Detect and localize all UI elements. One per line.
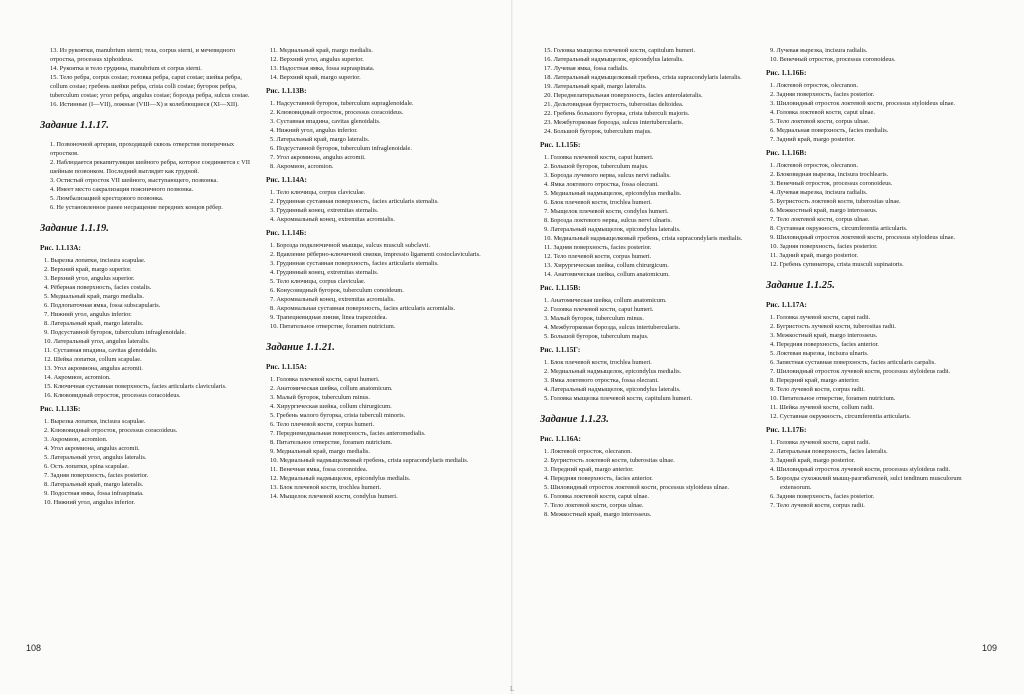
list-item: 5. Медиальный край, margo medialis. [44, 293, 144, 300]
gutter-mark: L [510, 685, 515, 693]
list-item: 14. Мыщелок плечевой кости, condylus humeri. [270, 493, 398, 500]
list-item: 5. Тело локтевой кости, corpus ulnae. [770, 118, 870, 125]
figure-caption: Рис. 1.1.13А: [40, 244, 81, 252]
list-item: 23. Межбугорковая борозда, sulcus intertubercularis. [544, 119, 684, 126]
figure-caption: Рис. 1.1.14Б: [266, 229, 307, 237]
list-item: 4. Нижний угол, angulus inferior. [270, 127, 358, 134]
list-item: 6. Запястная суставная поверхность, facies articularis carpalis. [770, 359, 936, 366]
list-item: 6. Подсуставной бугорок, tuberculum infraglenoidale. [270, 145, 412, 152]
list-item: 3. Задний край, margo posterior. [770, 457, 856, 464]
list-item: 11. Суставная впадина, cavitas glenoidalis. [44, 347, 158, 354]
list-item: 8. Латеральный край, margo lateralis. [44, 320, 144, 327]
paragraph: 1. Позвоночной артерии, проходящей сквозь отверстия поперечных отростков. [50, 141, 235, 157]
list-item: 3. Малый бугорок, tuberculum minus. [270, 394, 370, 401]
list-item: 7. Угол акромиона, angulus acromii. [270, 154, 366, 161]
list-item: 8. Питательное отверстие, foramen nutricium. [270, 439, 393, 446]
figure-caption: Рис. 1.1.15Б: [540, 141, 581, 149]
list-item: 10. Нижний угол, angulus inferior. [44, 499, 135, 506]
list-item: 5. Латеральный угол, angulus lateralis. [44, 454, 147, 461]
list-item: 16. Клювовидный отросток, processus coracoideus. [44, 392, 181, 399]
list-item: 11. Медиальный край, margo medialis. [270, 47, 373, 54]
list-item: 14. Верхний край, margo superior. [270, 74, 361, 81]
list-item: 3. Верхний угол, angulus superior. [44, 275, 135, 282]
list-item: 5. Большой бугорок, tuberculum majus. [544, 333, 649, 340]
list-item: 5. Латеральный край, margo lateralis. [270, 136, 370, 143]
list-item: 10. Венечный отросток, processus coronoideus. [770, 56, 896, 63]
paragraph: 15. Тело ребра, corpus costae; головка ребра, caput costae; шейка ребра, collum costae; гребень шейки ребра, crista colli costae; бугорок ребра, tuberculum costae; угол ребра, angulus costae; борозда ребра, sulcus costae. [50, 74, 250, 99]
right-page-number: 109 [982, 643, 998, 653]
list-item: 3. Акромион, acromion. [44, 436, 108, 443]
list-item: 10. Латеральный угол, angulus lateralis. [44, 338, 150, 345]
list-item: 1. Блок плечевой кости, trochlea humeri. [544, 359, 652, 366]
list-item: 2. Анатомическая шейка, collum anatomicum. [270, 385, 393, 392]
list-item: 4. Передняя поверхность, facies anterior. [544, 475, 653, 482]
list-item: 9. Шиловидный отросток локтевой кости, processus styloideus ulnae. [770, 234, 956, 241]
list-item: 12. Шейка лопатки, collum scapulae. [44, 356, 142, 363]
list-item: 4. Лучевая вырезка, incisura radialis. [770, 189, 868, 196]
list-item: 4. Ямка локтевого отростка, fossa olecrani. [544, 181, 659, 188]
list-item: 4. Грудинный конец, extremitas sternalis. [270, 269, 379, 276]
list-item: 1. Надсуставной бугорок, tuberculum supraglenoidale. [270, 100, 414, 107]
list-item: 7. Шиловидный отросток лучевой кости, processus styloideus radii. [770, 368, 951, 375]
list-item: 12. Верхний угол, angulus superior. [270, 56, 364, 63]
figure-caption: Рис. 1.1.17Б: [766, 426, 807, 434]
list-item: 11. Шейка лучевой кости, collum radii. [770, 404, 875, 411]
list-item: 10. Питательное отверстие, foramen nutricium. [770, 395, 896, 402]
left-page-number: 108 [26, 643, 42, 653]
figure-caption: Рис. 1.1.15Г: [540, 346, 581, 354]
list-item: 3. Венечный отросток, processus coronoideus. [770, 180, 893, 187]
list-item: 7. Тело локтевой кости, corpus ulnae. [544, 502, 644, 509]
list-item: 6. Задняя поверхность, facies posterior. [770, 493, 875, 500]
paragraph: 4. Имеет место сакрализация поясничного позвонка. [50, 186, 194, 193]
list-item: 11. Венечная ямка, fossa coronoidea. [270, 466, 368, 473]
list-item: 4. Межбугорковая борозда, sulcus intertubercularis. [544, 324, 681, 331]
list-item: 1. Вырезка лопатки, incisura scapulae. [44, 418, 146, 425]
list-item: 4. Хирургическая шейка, collum chirurgicum. [270, 403, 392, 410]
list-item: 4. Угол акромиона, angulus acromii. [44, 445, 140, 452]
list-item: 14. Анатомическая шейка, collum anatomicum. [544, 271, 670, 278]
list-item: 7. Тело локтевой кости, corpus ulnae. [770, 216, 870, 223]
list-item: 13. Блок плечевой кости, trochlea humeri. [270, 484, 382, 491]
list-item: 8. Акромиальная суставная поверхность, facies articularis acromialis. [270, 305, 456, 312]
list-item: 1. Головка лучевой кости, caput radii. [770, 314, 871, 321]
list-item: 24. Большой бугорок, tuberculum majus. [544, 128, 652, 135]
list-item: 9. Подсуставной бугорок, tuberculum infraglenoidale. [44, 329, 186, 336]
paragraph: 14. Рукоятка и тело грудины, manubrium et corpus sterni. [50, 65, 202, 72]
list-item: 5. Тело ключицы, corpus claviculae. [270, 278, 366, 285]
list-item: 10. Медиальный надмыщелковый гребень, crista supracondylaris medialis. [544, 235, 743, 242]
list-item: 1. Головка плечевой кости, caput humeri. [544, 154, 654, 161]
paragraph: 13. Из рукоятки, manubrium sterni; тела, corpus sterni, и мечевидного отростка, processus xiphoideus. [50, 47, 236, 63]
list-item: 6. Головка локтевой кости, caput ulnae. [544, 493, 649, 500]
list-item: 10. Медиальный надмыщелковый гребень, crista supracondylaris medialis. [270, 457, 469, 464]
list-item: 12. Медиальный надмыщелок, epicondylus medialis. [270, 475, 411, 482]
list-item: 5. Бугристость локтевой кости, tuberositas ulnae. [770, 198, 901, 205]
list-item: 15. Головка мыщелка плечевой кости, capitulum humeri. [544, 47, 696, 54]
list-item: 9. Трапециевидная линия, linea trapezoidea. [270, 314, 388, 321]
list-item: 2. Латеральная поверхность, facies lateralis. [770, 448, 888, 455]
section-heading: Задание 1.1.23. [540, 414, 609, 425]
section-heading: Задание 1.1.17. [40, 120, 109, 131]
figure-caption: Рис. 1.1.16В: [766, 149, 807, 157]
list-item: 10. Питательное отверстие, foramen nutricium. [270, 323, 396, 330]
list-item: 9. Лучевая вырезка, incisura radialis. [770, 47, 868, 54]
figure-caption: Рис. 1.1.17А: [766, 301, 807, 309]
page-gutter [511, 0, 513, 694]
list-item: 8. Суставная окружность, circumferentia articularis. [770, 225, 908, 232]
list-item: 4. Передняя поверхность, facies anterior. [770, 341, 879, 348]
list-item: 8. Передний край, margo anterior. [770, 377, 860, 384]
list-item: 22. Гребень большого бугорка, crista tuberculi majoris. [544, 110, 690, 117]
list-item: 6. Ость лопатки, spina scapulae. [44, 463, 129, 470]
list-item: 9. Латеральный надмыщелок, epicondylus lateralis. [544, 226, 681, 233]
list-item: 20. Переднелатеральная поверхность, facies anterolateralis. [544, 92, 703, 99]
list-item: 2. Вдавление рёберно-ключичной связки, impressio ligamenti costoclavicularis. [270, 251, 481, 258]
list-item: 5. Медиальный надмыщелок, epicondylus medialis. [544, 190, 682, 197]
list-item: 7. Задний край, margo posterior. [770, 136, 856, 143]
list-item: 7. Задняя поверхность, facies posterior. [44, 472, 149, 479]
list-item: 3. Грудинная суставная поверхность, facies articularis sternalis. [270, 260, 439, 267]
list-item: 8. Акромион, acromion. [270, 163, 334, 170]
list-item: 11. Задняя поверхность, facies posterior. [544, 244, 652, 251]
list-item: 2. Медиальный надмыщелок, epicondylus medialis. [544, 368, 682, 375]
list-item: 12. Гребень супинатора, crista musculi supinatoris. [770, 261, 904, 268]
paragraph: 6. Не установленное ранее несращение передних концов рёбер. [50, 204, 223, 211]
list-item: 1. Головка лучевой кости, caput radii. [770, 439, 871, 446]
figure-caption: Рис. 1.1.13В: [266, 87, 307, 95]
list-item: 4. Шиловидный отросток лучевой кости, processus styloideus radii. [770, 466, 951, 473]
list-item: 12. Суставная окружность, circumferentia articularis. [770, 413, 911, 420]
list-item: 5. Шиловидный отросток локтевой кости, processus styloideus ulnae. [544, 484, 730, 491]
list-item: 13. Угол акромиона, angulus acromii. [44, 365, 143, 372]
list-item: 16. Латеральный надмыщелок, epicondylus lateralis. [544, 56, 684, 63]
list-item: 14. Акромион, acromion. [44, 374, 111, 381]
figure-caption: Рис. 1.1.14А: [266, 176, 307, 184]
list-item: 3. Шиловидный отросток локтевой кости, processus styloideus ulnae. [770, 100, 956, 107]
list-item: 3. Борозда лучевого нерва, sulcus nervi radialis. [544, 172, 671, 179]
list-item: 6. Межкостный край, margo interosseus. [770, 207, 878, 214]
list-item: 1. Локтевой отросток, olecranon. [770, 162, 858, 169]
list-item: 10. Задняя поверхность, facies posterior. [770, 243, 878, 250]
list-item: 2. Большой бугорок, tuberculum majus. [544, 163, 649, 170]
list-item: 13. Надостная ямка, fossa supraspinata. [270, 65, 375, 72]
list-item: 1. Локтевой отросток, olecranon. [770, 82, 858, 89]
figure-caption: Рис. 1.1.15А: [266, 363, 307, 371]
list-item: 7. Нижний угол, angulus inferior. [44, 311, 132, 318]
list-item: 2. Верхний край, margo superior. [44, 266, 132, 273]
list-item: 5. Борозды сухожилий мышц-разгибателей, sulci tendinum musculorum extensorum. [770, 475, 962, 491]
list-item: 2. Задняя поверхность, facies posterior. [770, 91, 875, 98]
list-item: 7. Тело лучевой кости, corpus radii. [770, 502, 865, 509]
list-item: 1. Вырезка лопатки, incisura scapulae. [44, 257, 146, 264]
list-item: 8. Борозда локтевого нерва, sulcus nervi ulnaris. [544, 217, 672, 224]
list-item: 1. Борозда подключичной мышцы, sulcus musculi subclavii. [270, 242, 430, 249]
list-item: 6. Медиальная поверхность, facies medialis. [770, 127, 889, 134]
list-item: 2. Грудинная суставная поверхность, facies articularis sternalis. [270, 198, 439, 205]
list-item: 8. Латеральный край, margo lateralis. [44, 481, 144, 488]
list-item: 4. Акромиальный конец, extremitas acromialis. [270, 216, 395, 223]
list-item: 1. Анатомическая шейка, collum anatomicum. [544, 297, 667, 304]
section-heading: Задание 1.1.19. [40, 223, 109, 234]
list-item: 3. Передний край, margo anterior. [544, 466, 634, 473]
list-item: 19. Латеральный край, margo lateralis. [544, 83, 647, 90]
list-item: 6. Конусовидный бугорок, tuberculum conoideum. [270, 287, 404, 294]
list-item: 21. Дельтовидная бугристость, tuberositas deltoidea. [544, 101, 684, 108]
list-item: 9. Тело лучевой кости, corpus radii. [770, 386, 865, 393]
list-item: 5. Локтевая вырезка, incisura ulnaris. [770, 350, 869, 357]
list-item: 4. Латеральный надмыщелок, epicondylus lateralis. [544, 386, 681, 393]
list-item: 3. Межкостный край, margo interosseus. [770, 332, 878, 339]
list-item: 1. Тело ключицы, corpus claviculae. [270, 189, 366, 196]
list-item: 3. Суставная впадина, cavitas glenoidalis. [270, 118, 381, 125]
list-item: 7. Акромиальный конец, extremitas acromialis. [270, 296, 395, 303]
figure-caption: Рис. 1.1.13Б: [40, 405, 81, 413]
list-item: 4. Головка локтевой кости, caput ulnae. [770, 109, 875, 116]
list-item: 2. Блоковидная вырезка, incisura trochlearis. [770, 171, 889, 178]
list-item: 7. Переднемедиальная поверхность, facies anteromedialis. [270, 430, 426, 437]
list-item: 5. Головка мыщелка плечевой кости, capitulum humeri. [544, 395, 692, 402]
right-page-column-2 [766, 46, 988, 510]
list-item: 3. Грудинный конец, extremitas sternalis. [270, 207, 379, 214]
list-item: 12. Тело плечевой кости, corpus humeri. [544, 253, 652, 260]
paragraph: 3. Остистый отросток VII шейного, выступающего, позвонка. [50, 177, 218, 184]
paragraph: 2. Наблюдается рекапитуляция шейного ребра, которое соединяется с VII шейным позвонком. Последний выглядит как грудной. [50, 159, 251, 175]
section-heading: Задание 1.1.25. [766, 280, 835, 291]
list-item: 6. Блок плечевой кости, trochlea humeri. [544, 199, 652, 206]
list-item: 4. Рёберная поверхность, facies costalis. [44, 284, 152, 291]
paragraph: 5. Люмбализацией крестцового позвонка. [50, 195, 164, 202]
right-page-column-1 [540, 46, 756, 519]
list-item: 2. Клювовидный отросток, processus coracoideus. [44, 427, 178, 434]
list-item: 1. Головка плечевой кости, caput humeri. [270, 376, 380, 383]
list-item: 6. Подлопаточная ямка, fossa subscapularis. [44, 302, 161, 309]
list-item: 15. Ключичная суставная поверхность, facies articularis clavicularis. [44, 383, 227, 390]
list-item: 3. Малый бугорок, tuberculum minus. [544, 315, 644, 322]
list-item: 6. Тело плечевой кости, corpus humeri. [270, 421, 375, 428]
list-item: 2. Клювовидный отросток, processus coracoideus. [270, 109, 404, 116]
list-item: 17. Лучевая ямка, fossa radialis. [544, 65, 629, 72]
paragraph: 16. Истинные (I—VII), ложные (VIII—X) и колеблющиеся (XI—XII). [50, 101, 239, 108]
left-page-column-1 [40, 46, 252, 507]
list-item: 7. Мыщелок плечевой кости, condylus humeri. [544, 208, 669, 215]
section-heading: Задание 1.1.21. [266, 342, 335, 353]
list-item: 2. Бугристость лучевой кости, tuberositas radii. [770, 323, 896, 330]
list-item: 1. Локтевой отросток, olecranon. [544, 448, 632, 455]
list-item: 18. Латеральный надмыщелковый гребень, crista supracondylaris lateralis. [544, 74, 742, 81]
list-item: 9. Медиальный край, margo medialis. [270, 448, 370, 455]
list-item: 2. Бугристость локтевой кости, tuberositas ulnae. [544, 457, 675, 464]
list-item: 2. Головка плечевой кости, caput humeri. [544, 306, 654, 313]
list-item: 11. Задний край, margo posterior. [770, 252, 859, 259]
figure-caption: Рис. 1.1.16Б: [766, 69, 807, 77]
figure-caption: Рис. 1.1.15В: [540, 284, 581, 292]
figure-caption: Рис. 1.1.16А: [540, 435, 581, 443]
list-item: 13. Хирургическая шейка, collum chirurgicum. [544, 262, 669, 269]
list-item: 3. Ямка локтевого отростка, fossa olecrani. [544, 377, 659, 384]
list-item: 5. Гребень малого бугорка, crista tuberculi minoris. [270, 412, 406, 419]
list-item: 9. Подостная ямка, fossa infraspinata. [44, 490, 144, 497]
left-page-column-2 [266, 46, 484, 501]
list-item: 8. Межкостный край, margo interosseus. [544, 511, 652, 518]
